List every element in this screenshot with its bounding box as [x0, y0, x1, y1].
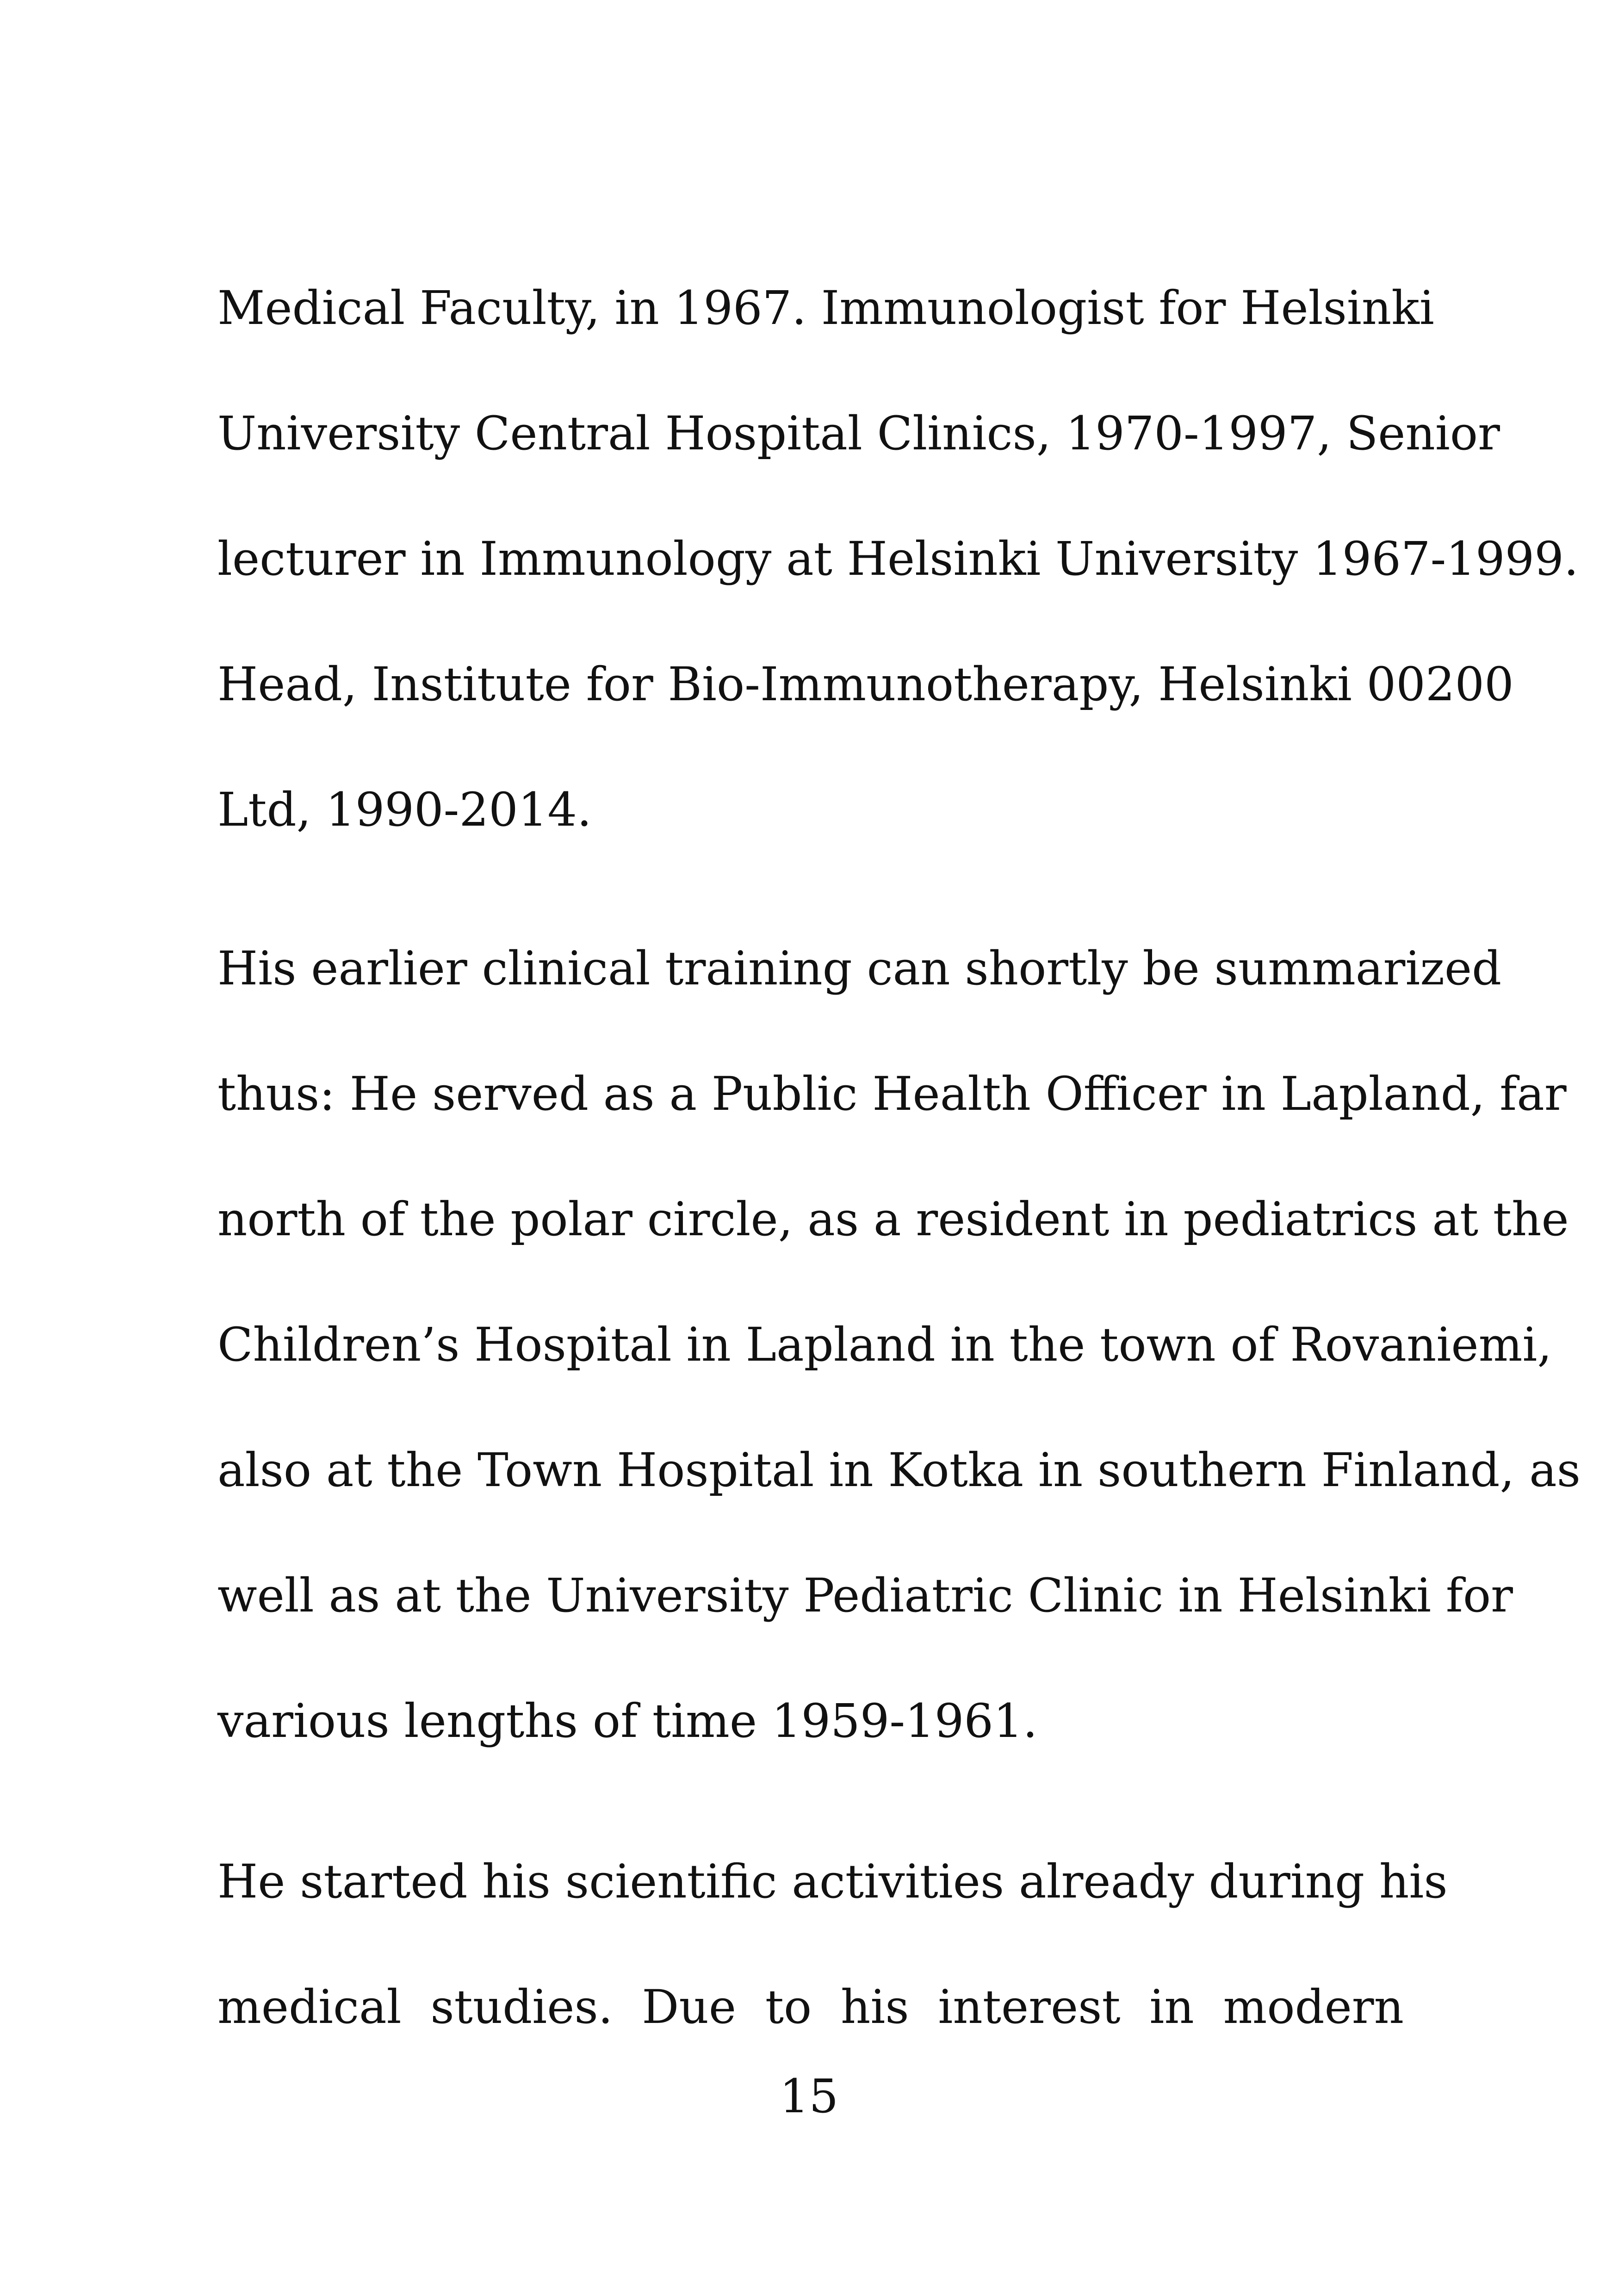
paragraph-1 [217, 245, 1579, 872]
text-line: He started his scientific activities already during his [217, 1854, 1448, 1909]
text-line: lecturer in Immunology at Helsinki University 1967-1999. [217, 532, 1579, 586]
text-line: medical studies. Due to his interest in modern [217, 1980, 1404, 2034]
text-line: well as at the University Pediatric Clinic in Helsinki for [217, 1568, 1513, 1623]
text-line: various lengths of time 1959-1961. [217, 1694, 1038, 1748]
page-number: 15 [779, 2069, 839, 2123]
text-line: thus: He served as a Public Health Officer in Lapland, far [217, 1067, 1567, 1121]
text-line: Medical Faculty, in 1967. Immunologist for Helsinki [217, 281, 1434, 335]
text-line: also at the Town Hospital in Kotka in southern Finland, as [217, 1443, 1581, 1497]
text-line: Head, Institute for Bio-Immunotherapy, Helsinki 00200 [217, 657, 1514, 711]
paragraph-3 [217, 1819, 1448, 2070]
text-line: University Central Hospital Clinics, 1970-1997, Senior [217, 406, 1500, 460]
text-line: His earlier clinical training can shortly be summarized [217, 941, 1502, 996]
text-line: Ltd, 1990-2014. [217, 783, 592, 837]
text-line: Children’s Hospital in Lapland in the town of Rovaniemi, [217, 1318, 1552, 1372]
text-line: north of the polar circle, as a resident in pediatrics at the [217, 1192, 1569, 1246]
paragraph-2 [217, 906, 1581, 1784]
